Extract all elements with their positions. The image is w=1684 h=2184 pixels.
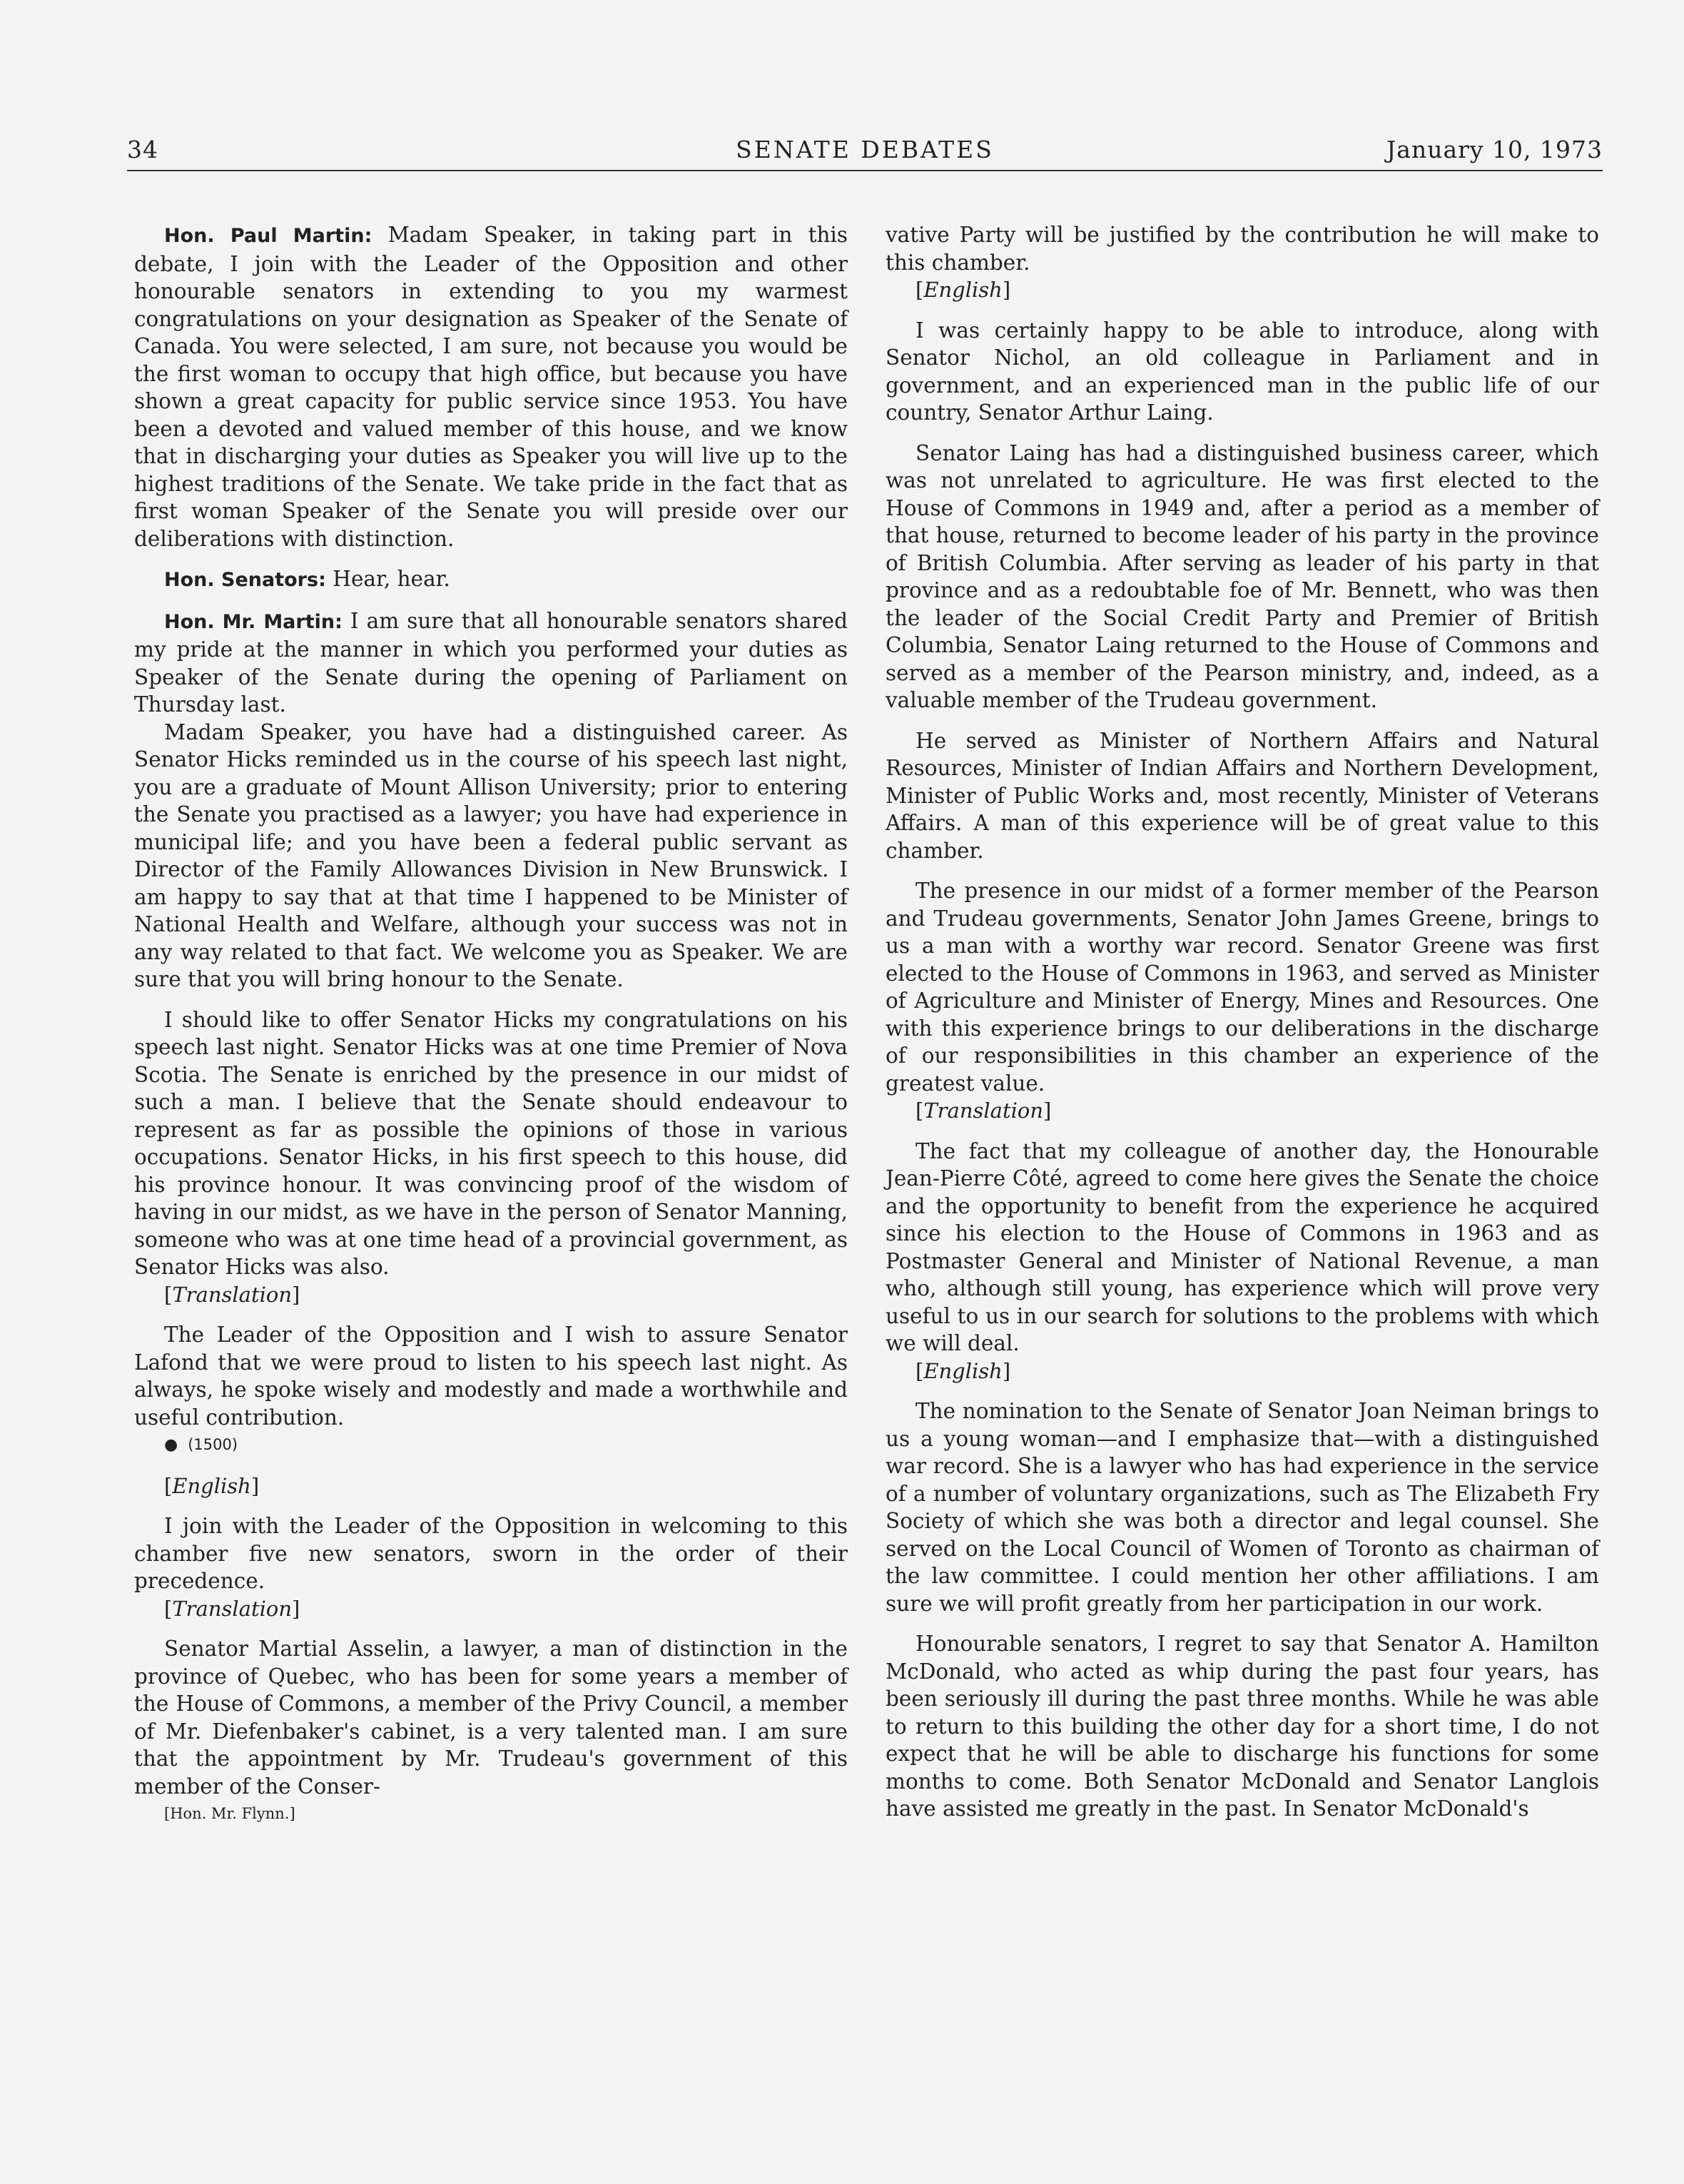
speaker-name: Hon. Mr. Martin: [164,610,343,633]
paragraph: The nomination to the Senate of Senator Joan Neiman brings to us a young woman—and I emphasize that—with a distinguished war record. She is a lawyer who has had experience in the service of a number of voluntary organizations, such as The Elizabeth Fry Society of which she was both a director and legal counsel. She served on the Local Council of Women of Toronto as chairman of the law committee. I could mention her other affiliations. I am sure we will profit greatly from her participation in our work. [886,1399,1599,1616]
paragraph: The presence in our midst of a former member of the Pearson and Trudeau governments, Senator John James Greene, brings to us a man with a worthy war record. Senator Greene was first elected to the House of Commons in 1963, and served as Minister of Agriculture and Minister of Energy, Mines and Resources. One with this experience brings to our deliberations in the discharge of our responsibilities in this chamber an experience of the greatest value. [886,879,1599,1096]
language-note: [English] [915,1358,1011,1383]
speaker-name: Hon. Senators: [164,569,326,591]
paragraph: The Leader of the Opposition and I wish to assure Senator Lafond that we were proud to listen to his speech last night. As always, he spoke wisely and modestly and made a worthwhile and useful contribution. [134,1323,848,1430]
paragraph: He served as Minister of Northern Affairs and Natural Resources, Minister of Indian Affairs and Northern Development, Minister of Public Works and, most recently, Minister of Veterans Affairs. A man of this experience will be of great value to this chamber. [886,728,1599,863]
language-note: [English] [164,1473,260,1498]
paragraph: I was certainly happy to be able to introduce, along with Senator Nichol, an old colleague in Parliament and in government, and an experienced man in the public life of our country, Senator Arthur Laing. [886,318,1599,425]
page-date: January 10, 1973 [1386,136,1603,163]
paragraph: vative Party will be justified by the contribution he will make to this chamber. [886,223,1599,275]
paragraph: I join with the Leader of the Opposition in welcoming to this chamber five new senators, sworn in the order of their precedence. [134,1514,848,1593]
language-note: [English] [915,278,1011,302]
paragraph-text: Hear, hear. [325,567,450,591]
language-note: [Translation] [164,1596,300,1621]
paragraph-text: Madam Speaker, in taking part in this debate, I join with the Leader of the Opposition and other honourable senators in extending to you my warmest congratulations on your designation as Speaker of the Senate of Canada. You were selected, I am sure, not because you would be the first woman to occupy that high office, but because you have shown a great capacity for public service since 1953. You have been a devoted and valued member of this house, and we know that in discharging your duties as Speaker you will live up to the highest traditions of the Senate. We take pride in the fact that as first woman Speaker of the Senate you will preside over our deliberations with distinction. [134,223,848,551]
paragraph: The fact that my colleague of another day, the Honourable Jean-Pierre Côté, agreed to come here gives the Senate the choice and the opportunity to benefit from the experience he acquired since his election to the House of Commons in 1963 and as Postmaster General and Minister of National Revenue, a man who, although still young, has experience which will prove very useful to us in our search for solutions to the problems with which we will deal. [886,1138,1599,1355]
paragraph [134,607,848,719]
right-column [886,221,1599,1823]
paragraph: Madam Speaker, you have had a distinguished career. As Senator Hicks reminded us in the course of his speech last night, you are a graduate of Mount Allison University; prior to entering the Senate you practised as a lawyer; you have had experience in municipal life; and you have been a federal public servant as Director of the Family Allowances Division in New Brunswick. I am happy to say that at that time I happened to be Minister of National Health and Welfare, although your success was not in any way related to that fact. We welcome you as Speaker. We are sure that you will bring honour to the Senate. [134,719,848,991]
language-note: [Translation] [164,1282,300,1307]
page-title: SENATE DEBATES [736,136,994,163]
paragraph: Honourable senators, I regret to say that Senator A. Hamilton McDonald, who acted as whip during the past four years, has been seriously ill during the past three months. While he was able to return to this building the other day for a short time, I do not expect that he will be able to discharge his functions for some months to come. Both Senator McDonald and Senator Langlois have assisted me greatly in the past. In Senator McDonald's [886,1632,1599,1821]
paragraph [134,565,848,595]
speaker-name: Hon. Paul Martin: [164,225,372,247]
language-note: [Translation] [915,1098,1052,1123]
paragraph: Senator Laing has had a distinguished business career, which was not unrelated to agriculture. He was first elected to the House of Commons in 1949 and, after a period as a member of that house, returned to become leader of his party in the province of British Columbia. After serving as leader of his party in that province and as a redoubtable foe of Mr. Bennett, who was then the leader of the Social Credit Party and Premier of British Columbia, Senator Laing returned to the House of Commons and served as a member of the Pearson ministry, and, indeed, as a valuable member of the Trudeau government. [886,440,1599,712]
footer-note: [Hon. Mr. Flynn.] [164,1805,295,1822]
paragraph: Senator Martial Asselin, a lawyer, a man of distinction in the province of Quebec, who has been for some years a member of the House of Commons, a member of the Privy Council, a member of Mr. Diefenbaker's cabinet, is a very talented man. I am sure that the appointment by Mr. Trudeau's government of this member of the Conser- [134,1637,848,1799]
bullet-icon: ● [164,1436,178,1454]
paragraph-text: I am sure that all honourable senators shared my pride at the manner in which you performed your duties as Speaker of the Senate during the opening of Parliament on Thursday last. [134,608,848,717]
left-column [134,221,848,1841]
page-number: 34 [127,136,158,163]
paragraph [134,221,848,552]
time-marker: ● (1500) [164,1436,238,1454]
page-header [127,136,1603,171]
paragraph: I should like to offer Senator Hicks my congratulations on his speech last night. Senator Hicks was at one time Premier of Nova Scotia. The Senate is enriched by the presence in our midst of such a man. I believe that the Senate should endeavour to represent as far as possible the opinions of those in various occupations. Senator Hicks, in his first speech to this house, did his province honour. It was convincing proof of the wisdom of having in our midst, as we have in the person of Senator Manning, someone who was at one time head of a provincial government, as Senator Hicks was also. [134,1007,848,1279]
